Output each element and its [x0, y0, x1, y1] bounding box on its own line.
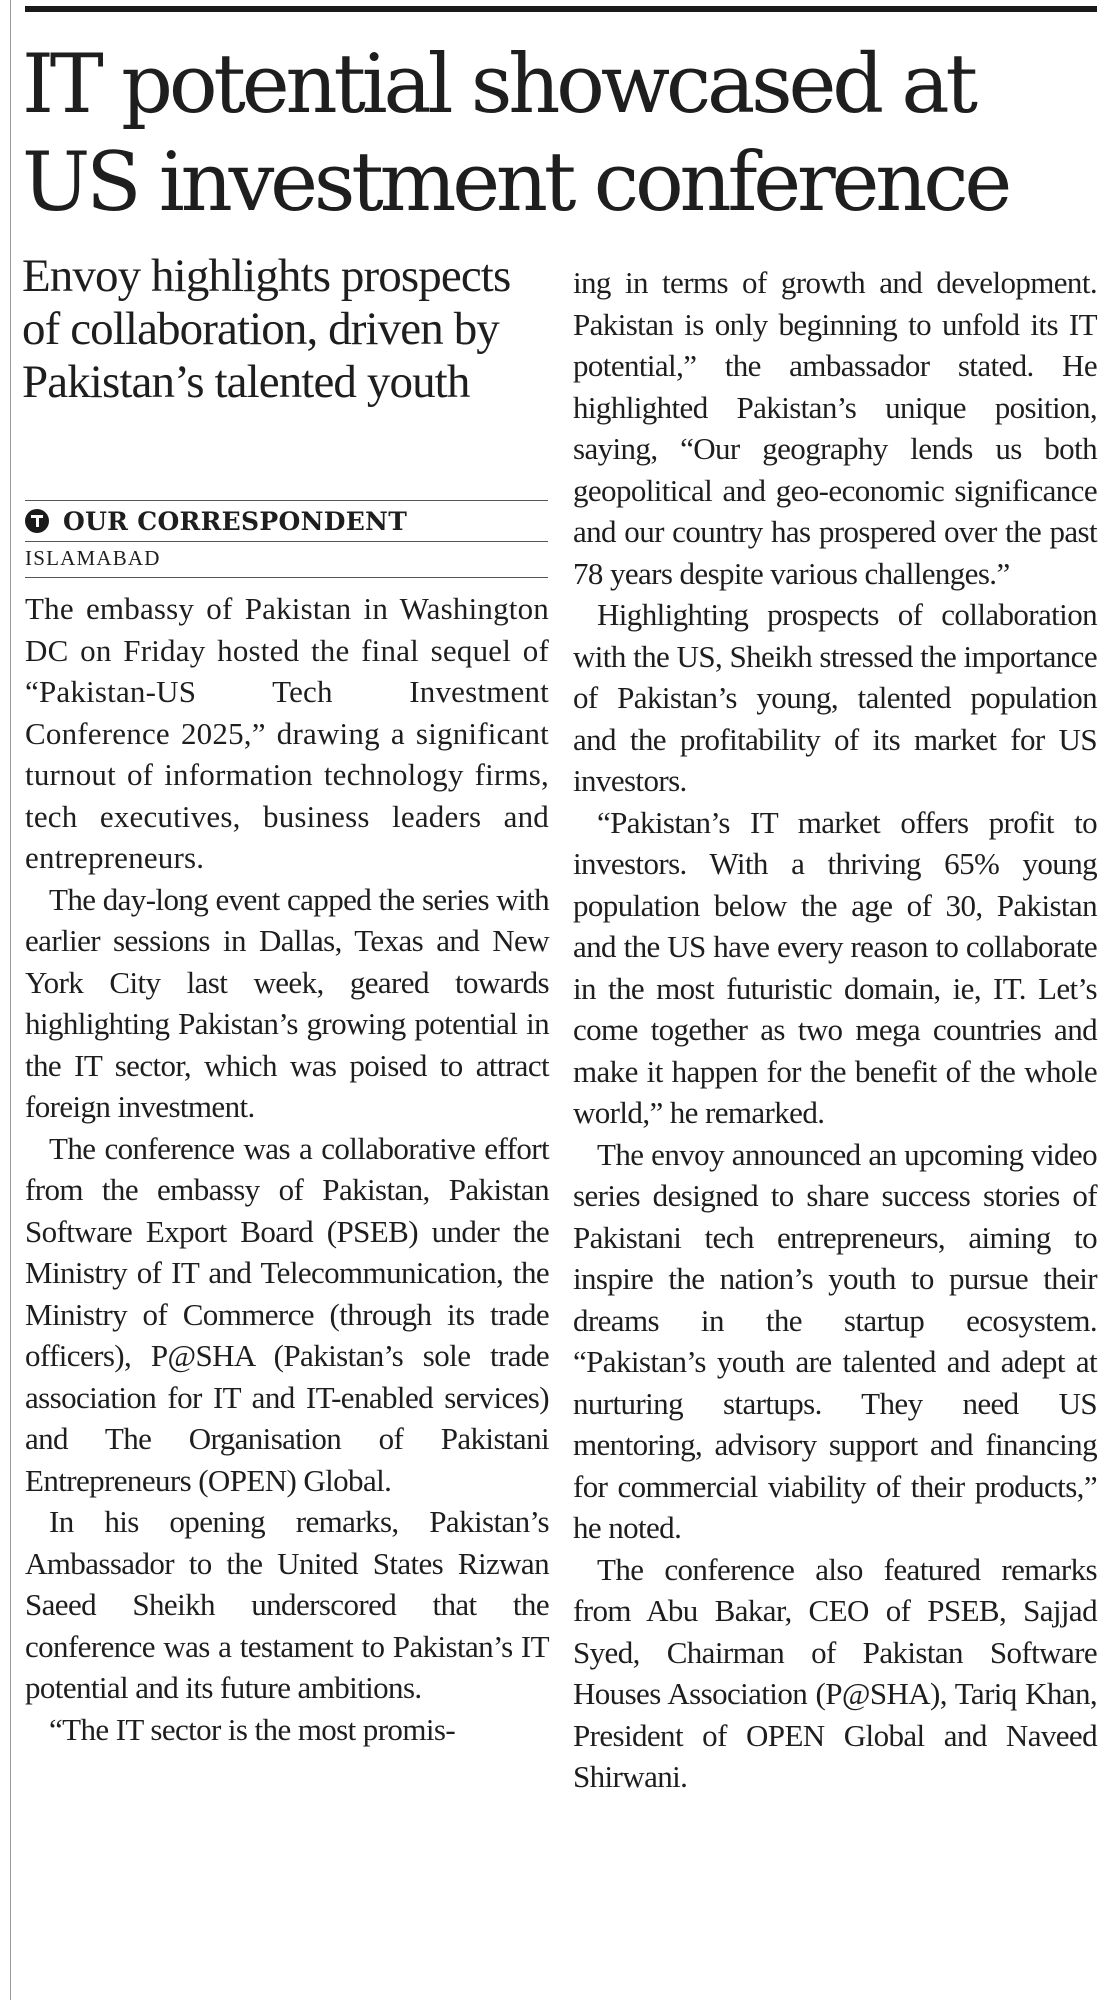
byline-divider-bottom [25, 577, 548, 578]
paragraph: The envoy announced an upcoming video series designed to share success stories of Pakistani tech entrepreneurs, aiming to inspire the nation’s youth to pursue their dreams in the startup ecosystem. “Pakistan’s youth are talented and adept at nurturing startups. They need US mentoring, advisory support and financing for commercial viability of their products,” he noted. [573, 1136, 1097, 1545]
paragraph: “The IT sector is the most promis- [49, 1711, 456, 1747]
paragraph: The day-long event capped the series with earlier sessions in Dallas, Texas and New York City last week, geared towards highlighting Pakistan’s growing potential in the IT sector, which was poised to attract foreign investment. [25, 881, 549, 1124]
paragraph: The embassy of Pakistan in Washington DC on Friday hosted the final sequel of “Pakistan-US Tech Investment Conference 2025,” drawing a significant turnout of information technology firms, tech executives, business leaders and entrepreneurs. [25, 591, 549, 875]
paragraph: “Pakistan’s IT market offers profit to investors. With a thriving 65% young population below the age of 30, Pakistan and the US have every reason to collaborate in the most futuristic domain, ie, IT. Let’s come together as two mega countries and make it happen for the benefit of the whole world,” he remarked. [573, 804, 1097, 1130]
paragraph: In his opening remarks, Pakistan’s Ambassador to the United States Rizwan Saeed Sheikh underscored that the conference was a testament to Pakistan’s IT potential and its future ambitions. [25, 1504, 549, 1705]
paragraph: ing in terms of growth and development. Pakistan is only beginning to unfold its IT potential,” the ambassador stated. He highlighted Pakistan’s unique position, saying, “Our geography lends us both geopolitical and geo-economic significance and our country has prospered over the past 78 years despite various challenges.” [573, 265, 1097, 591]
article-column-left [25, 588, 549, 1750]
paragraph: The conference also featured remarks from Abu Bakar, CEO of PSEB, Sajjad Syed, Chairman of Pakistan Software Houses Association (P@SHA), Tariq Khan, President of OPEN Global and Naveed Shirwani. [573, 1551, 1097, 1794]
paragraph: The conference was a collaborative effort from the embassy of Pakistan, Pakistan Software Export Board (PSEB) under the Ministry of IT and Telecommunication, the Ministry of Commerce (through its trade officers), P@SHA (Pakistan’s sole trade association for IT and IT-enabled services) and The Organisation of Pakistani Entrepreneurs (OPEN) Global. [25, 1130, 549, 1498]
dateline: ISLAMABAD [25, 546, 161, 570]
article-column-right [573, 262, 1097, 1798]
paragraph: Highlighting prospects of collaboration with the US, Sheikh stressed the importance of Pakistan’s young, talented population and the profitability of its market for US investors. [573, 597, 1097, 798]
subheadline: Envoy highlights prospects of collaboration, driven by Pakistan’s talented youth [22, 250, 511, 408]
page-edge-rule [10, 0, 11, 2000]
headline: IT potential showcased at US investment conference [22, 38, 1009, 230]
byline-divider-middle [25, 541, 548, 542]
top-rule [25, 6, 1097, 12]
byline-author: OUR CORRESPONDENT [63, 506, 408, 536]
byline [25, 505, 548, 537]
newspaper-logo-icon [25, 509, 49, 533]
byline-divider-top [25, 500, 548, 501]
